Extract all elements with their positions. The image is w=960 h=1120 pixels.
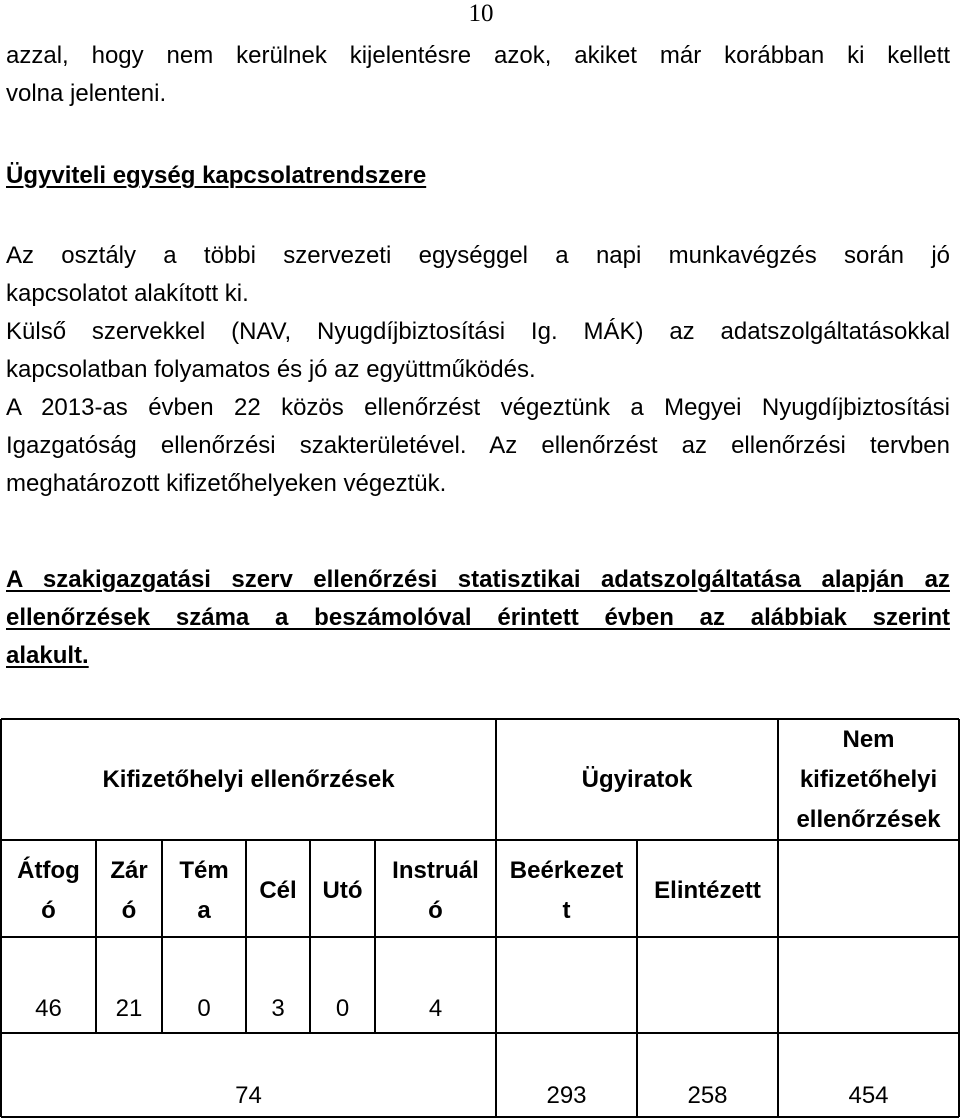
text-line: meghatározott kifizetőhelyeken végeztük.: [6, 470, 447, 497]
value-total: 74: [235, 1082, 262, 1109]
text-line: kapcsolatot alakított ki.: [6, 280, 249, 307]
header-nem-kifizetohelyi: Nem kifizetőhelyi ellenőrzések: [796, 725, 941, 833]
text-line: kapcsolatban folyamatos és jó az együttműködés.: [6, 356, 536, 383]
value-tema: 0: [197, 995, 211, 1022]
header-elintezett: Elintézett: [654, 876, 761, 904]
header-atfogo: Átfog ó: [17, 856, 80, 924]
value-cel: 3: [271, 995, 285, 1022]
value-beerkezett: 293: [546, 1082, 587, 1109]
text-line: alakult.: [6, 642, 89, 669]
text-line: Az osztály a többi szervezeti egységgel a napi munkavégzés során jó: [6, 242, 950, 269]
text-line: ellenőrzések száma a beszámolóval érintett évben az alábbiak szerint: [6, 604, 950, 631]
header-tema: Tém a: [179, 856, 229, 924]
text-line: volna jelenteni.: [6, 80, 167, 107]
text-line: A 2013-as évben 22 közös ellenőrzést végeztünk a Megyei Nyugdíjbiztosítási: [6, 394, 950, 421]
section-heading: Ügyviteli egység kapcsolatrendszere: [6, 162, 427, 189]
header-ugyiratok: Ügyiratok: [581, 765, 693, 793]
header-uto: Utó: [322, 876, 363, 904]
header-kifizetohelyi: Kifizetőhelyi ellenőrzések: [102, 765, 395, 793]
text-line: azzal, hogy nem kerülnek kijelentésre azok, akiket már korábban ki kellett: [6, 42, 950, 69]
value-uto: 0: [335, 995, 350, 1022]
text-line: Külső szervekkel (NAV, Nyugdíjbiztosítási Ig. MÁK) az adatszolgáltatásokkal: [6, 318, 950, 345]
page-number: 10: [468, 0, 494, 27]
value-atfogo: 46: [35, 995, 62, 1022]
value-zaro: 21: [115, 995, 143, 1022]
value-elintezett: 258: [687, 1082, 728, 1109]
value-nem-kifizetohelyi: 454: [848, 1082, 889, 1109]
text-line: A szakigazgatási szerv ellenőrzési statisztikai adatszolgáltatása alapján az: [6, 566, 950, 593]
text-line: Igazgatóság ellenőrzési szakterületével. Az ellenőrzést az ellenőrzési tervben: [6, 432, 950, 459]
header-beerkezett: Beérkezet t: [509, 856, 624, 924]
header-cel: Cél: [259, 876, 297, 904]
value-instrualo: 4: [428, 995, 443, 1022]
header-zaro: Zár ó: [110, 856, 148, 924]
header-instrualo: Instruál ó: [392, 856, 479, 924]
